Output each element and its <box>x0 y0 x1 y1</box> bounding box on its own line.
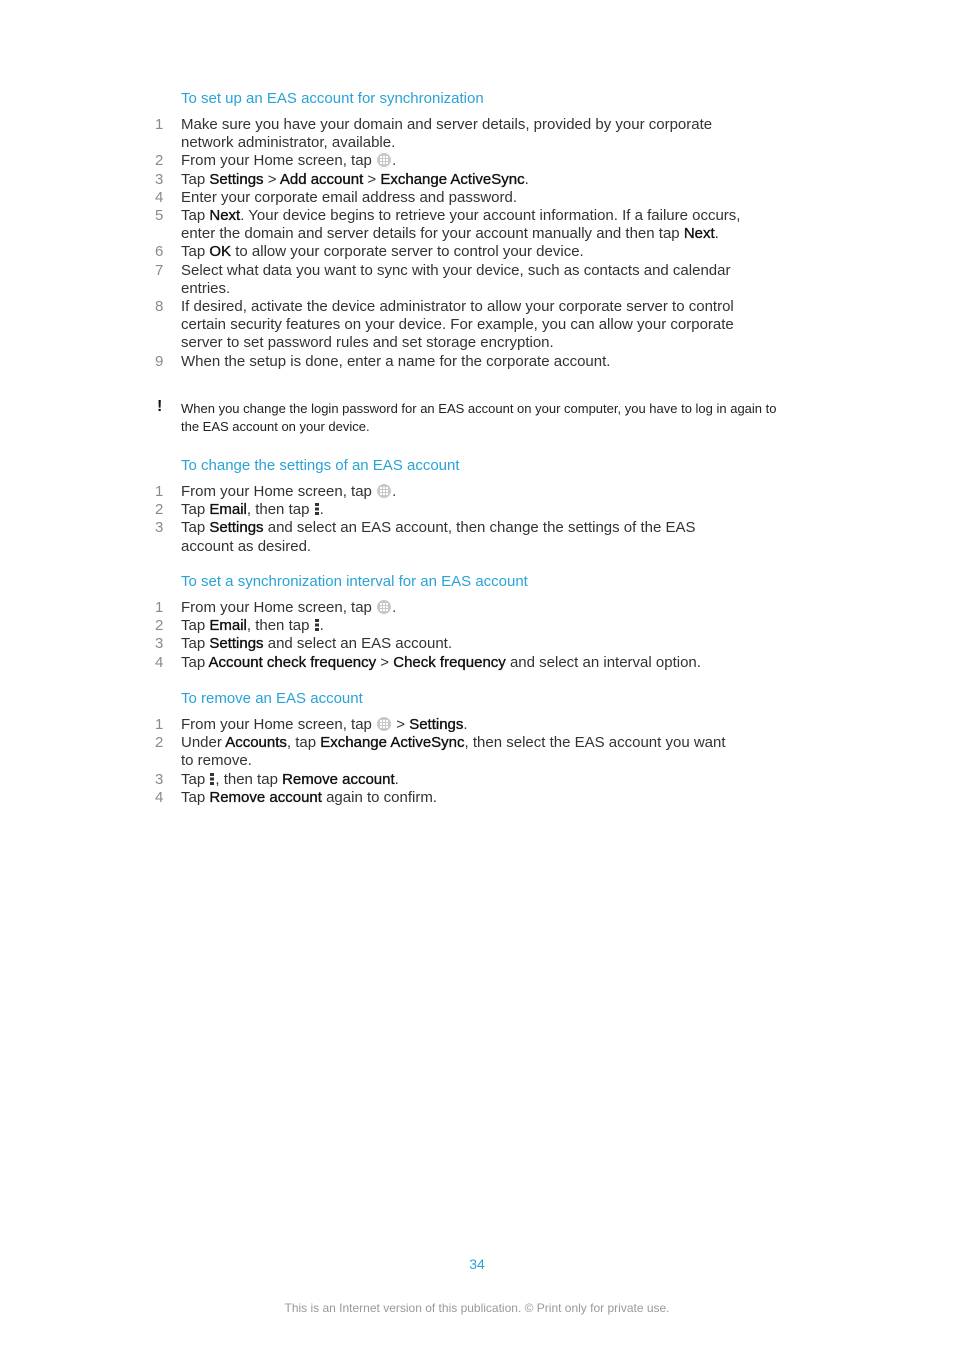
list-item <box>0 483 954 501</box>
ui-term: Remove account <box>209 788 322 806</box>
ui-term: Settings <box>209 170 264 188</box>
step-text: Tap OK to allow your corporate server to control your device. <box>181 243 584 261</box>
apps-grid-icon <box>377 600 391 614</box>
step-number: 2 <box>155 152 164 170</box>
step-text: When the setup is done, enter a name for the corporate account. <box>181 352 611 370</box>
list-item <box>0 635 954 653</box>
list-item <box>0 734 954 770</box>
list-item <box>0 617 954 635</box>
apps-grid-icon <box>377 717 391 731</box>
ui-term: Remove account <box>282 770 395 788</box>
step-number: 2 <box>155 501 164 519</box>
step-number: 1 <box>155 483 164 500</box>
step-number: 1 <box>155 116 164 133</box>
step-number: 4 <box>155 788 164 806</box>
step-number: 4 <box>155 653 164 671</box>
list-item <box>0 243 954 261</box>
ui-term: Next <box>683 225 715 243</box>
step-number: 3 <box>155 635 164 653</box>
list-item <box>0 654 954 672</box>
step-number: 6 <box>155 243 164 261</box>
step-list <box>0 599 954 672</box>
ui-term: Email <box>209 617 247 635</box>
step-number: 8 <box>155 298 164 316</box>
list-item <box>0 599 954 617</box>
step-text: Tap Next. Your device begins to retrieve your account information. If a failure occurs, enter the domain and server details for your account manually and then tap Next. <box>181 207 741 243</box>
list-item <box>0 501 954 519</box>
step-text: From your Home screen, tap . <box>181 483 397 500</box>
step-number: 3 <box>155 170 164 188</box>
step-list <box>0 483 954 556</box>
step-number: 1 <box>155 599 164 616</box>
step-text: Tap Remove account again to confirm. <box>181 788 437 806</box>
ui-term: Check frequency <box>393 653 506 671</box>
step-text: Tap Email, then tap . <box>181 501 324 519</box>
step-number: 9 <box>155 352 164 370</box>
section-heading: To set up an EAS account for synchronization <box>181 90 484 107</box>
ui-term: Settings <box>209 519 264 537</box>
ui-term: Account check frequency <box>208 653 377 671</box>
apps-grid-icon <box>377 484 391 498</box>
menu-dots-icon <box>315 503 319 515</box>
step-text: From your Home screen, tap . <box>181 599 397 616</box>
ui-term: Accounts <box>225 734 287 752</box>
list-item <box>0 116 954 152</box>
step-text: Tap , then tap Remove account. <box>181 770 399 788</box>
exclamation-icon: ! <box>157 398 163 415</box>
menu-dots-icon <box>210 773 214 785</box>
step-text: Tap Settings and select an EAS account. <box>181 635 453 653</box>
list-item <box>0 189 954 207</box>
ui-term: OK <box>209 243 232 261</box>
ui-term: Next <box>209 207 241 225</box>
step-text: If desired, activate the device administrator to allow your corporate server to control certain security features on your device. For example, you can allow your corporate server to set password rules and set storage encryption. <box>181 298 734 352</box>
ui-term: Exchange ActiveSync <box>320 734 465 752</box>
step-text: From your Home screen, tap . <box>181 152 397 170</box>
ui-term: Email <box>209 501 247 519</box>
ui-term: Settings <box>209 635 264 653</box>
ui-term: Exchange ActiveSync <box>380 170 525 188</box>
list-item <box>0 353 954 371</box>
list-item <box>0 262 954 298</box>
step-text: Tap Account check frequency > Check frequency and select an interval option. <box>181 653 701 671</box>
step-number: 7 <box>155 261 164 279</box>
step-text: Make sure you have your domain and server details, provided by your corporate network administrator, available. <box>181 116 713 152</box>
step-text: Tap Settings and select an EAS account, then change the settings of the EAS account as desired. <box>181 519 696 555</box>
list-item <box>0 716 954 734</box>
step-number: 4 <box>155 188 164 206</box>
apps-grid-icon <box>377 153 391 167</box>
step-number: 1 <box>155 716 164 733</box>
section-heading: To change the settings of an EAS account <box>181 457 460 474</box>
section-heading: To set a synchronization interval for an EAS account <box>181 573 528 590</box>
ui-term: Add account <box>279 170 364 188</box>
menu-dots-icon <box>315 619 319 631</box>
footer-text: This is an Internet version of this publication. © Print only for private use. <box>284 1301 670 1315</box>
step-text: Under Accounts, tap Exchange ActiveSync, then select the EAS account you want to remove. <box>181 734 726 770</box>
step-text: Tap Settings > Add account > Exchange ActiveSync. <box>181 170 529 188</box>
step-list <box>0 116 954 371</box>
step-number: 2 <box>155 734 164 752</box>
list-item <box>0 789 954 807</box>
step-text: Enter your corporate email address and password. <box>181 188 518 206</box>
note-text: When you change the login password for an EAS account on your computer, you have to log in again to the EAS account on your device. <box>181 401 777 434</box>
list-item <box>0 171 954 189</box>
section-heading: To remove an EAS account <box>181 690 363 707</box>
list-item <box>0 152 954 170</box>
list-item <box>0 207 954 243</box>
page-number: 34 <box>469 1256 485 1272</box>
step-number: 5 <box>155 207 164 225</box>
list-item <box>0 519 954 555</box>
step-list <box>0 716 954 807</box>
step-number: 3 <box>155 770 164 788</box>
step-text: Tap Email, then tap . <box>181 617 324 635</box>
list-item <box>0 298 954 353</box>
step-text: From your Home screen, tap > Settings. <box>181 716 468 733</box>
step-text: Select what data you want to sync with your device, such as contacts and calendar entries. <box>181 261 731 297</box>
list-item <box>0 771 954 789</box>
step-number: 3 <box>155 519 164 537</box>
ui-term: Settings <box>409 716 464 733</box>
step-number: 2 <box>155 617 164 635</box>
